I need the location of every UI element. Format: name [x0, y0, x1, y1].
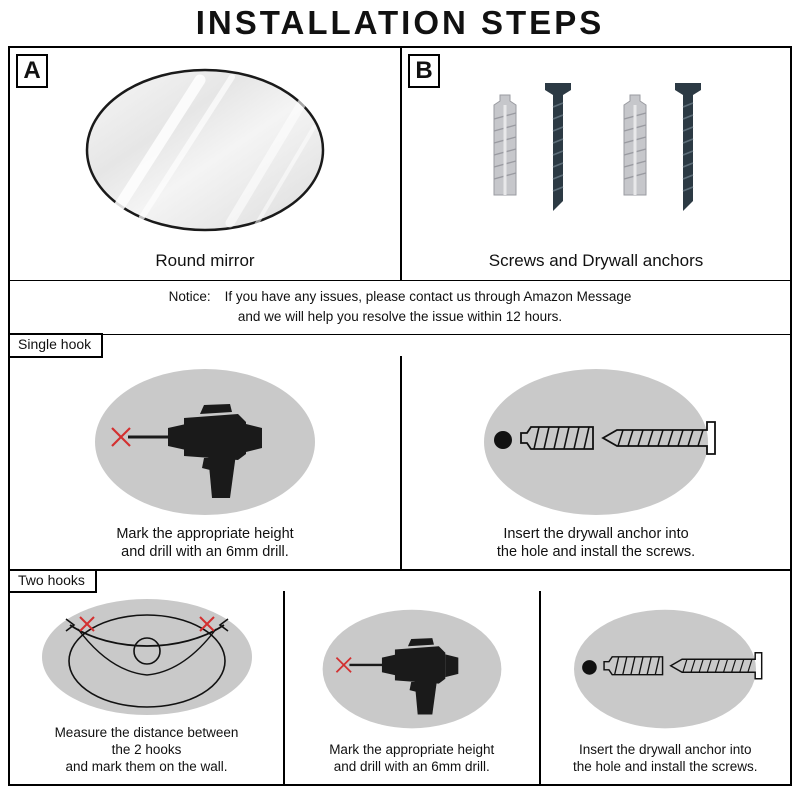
caption-line: the 2 hooks — [111, 742, 182, 758]
screws-anchors-icon — [402, 48, 790, 251]
part-b-caption: Screws and Drywall anchors — [488, 251, 704, 271]
caption-line: Insert the drywall anchor into — [503, 525, 689, 542]
single-hook-steps-row — [10, 356, 790, 569]
notice-block — [10, 281, 790, 333]
section-tag-single-hook: Single hook — [8, 333, 103, 357]
two-hooks-step-2-caption — [323, 742, 500, 784]
part-a-caption: Round mirror — [155, 251, 255, 271]
anchor-screw-hole-icon — [402, 356, 790, 525]
two-hooks-step-1-caption — [49, 725, 245, 784]
caption-line: Measure the distance between — [54, 725, 239, 741]
two-hooks-step-2 — [285, 591, 539, 784]
single-hook-step-2-caption — [491, 525, 701, 569]
single-hook-step-2 — [402, 356, 790, 569]
drill-icon — [285, 591, 539, 742]
caption-line: the hole and install the screws. — [496, 543, 696, 560]
page-title: INSTALLATION STEPS — [195, 4, 605, 41]
caption-line: and mark them on the wall. — [65, 759, 228, 775]
measure-distance-icon — [10, 591, 283, 725]
caption-line: and drill with an 6mm drill. — [121, 543, 289, 560]
two-hooks-steps-row — [10, 591, 790, 784]
notice-label: Notice: — [168, 289, 211, 305]
part-b-badge: B — [408, 54, 440, 88]
parts-row — [10, 48, 790, 280]
caption-line: Mark the appropriate height — [116, 525, 294, 542]
section-two-hooks-tagbar — [10, 571, 790, 592]
caption-line: Mark the appropriate height — [329, 742, 495, 758]
section-single-hook-tagbar — [10, 335, 790, 356]
round-mirror-icon — [10, 48, 400, 251]
instructions-frame — [8, 46, 792, 786]
drill-icon — [10, 356, 400, 525]
part-b-screws-anchors — [402, 48, 790, 280]
single-hook-step-1-caption — [110, 525, 299, 569]
two-hooks-step-3-caption — [567, 742, 764, 784]
notice-line-1: If you have any issues, please contact us through Amazon Message — [224, 289, 632, 305]
notice-line-2: and we will help you resolve the issue within 12 hours. — [237, 309, 563, 325]
part-a-round-mirror — [10, 48, 400, 280]
single-hook-step-1 — [10, 356, 400, 569]
part-a-badge: A — [16, 54, 48, 88]
section-tag-two-hooks: Two hooks — [8, 569, 97, 593]
caption-line: the hole and install the screws. — [572, 759, 758, 775]
caption-line: Insert the drywall anchor into — [578, 742, 752, 758]
anchor-screw-hole-icon — [541, 591, 791, 742]
caption-line: and drill with an 6mm drill. — [333, 759, 490, 775]
two-hooks-step-1 — [10, 591, 283, 784]
two-hooks-step-3 — [541, 591, 791, 784]
